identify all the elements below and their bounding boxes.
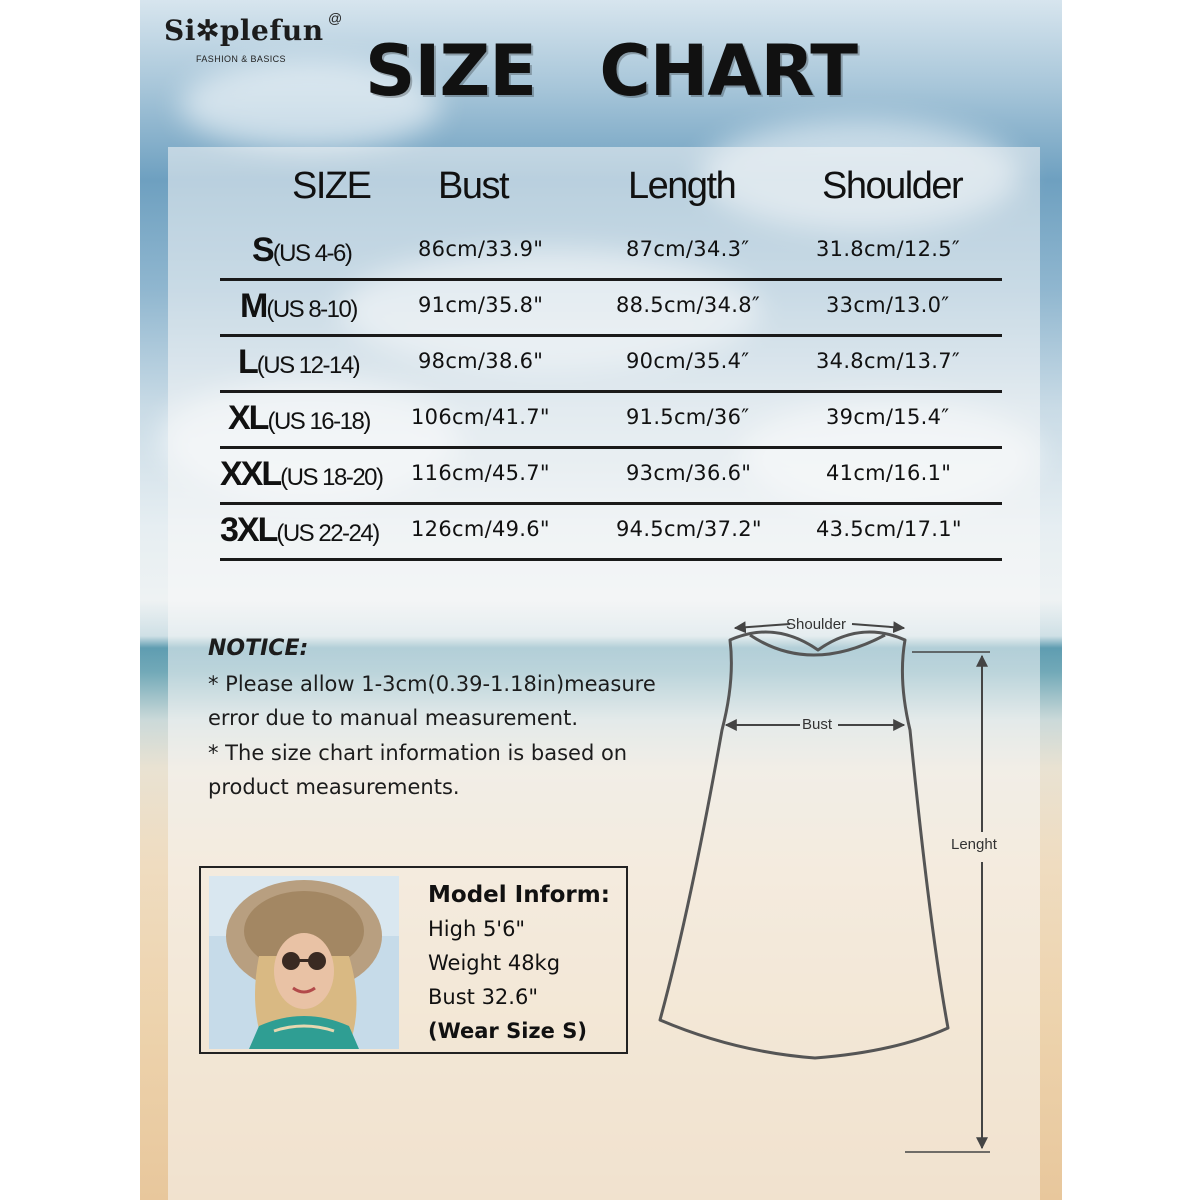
table-row bbox=[220, 449, 1002, 505]
notice-line: product measurements. bbox=[208, 775, 460, 799]
model-info-box bbox=[199, 866, 628, 1054]
us-size: (US 12-14) bbox=[256, 352, 360, 379]
size-label bbox=[240, 287, 357, 326]
table-row bbox=[220, 393, 1002, 449]
shoulder-label: Shoulder bbox=[786, 616, 847, 633]
brand-name: Si✲plefun bbox=[164, 14, 324, 47]
size-code: XXL bbox=[220, 455, 281, 493]
shoulder-value: 33cm/13.0″ bbox=[826, 293, 950, 317]
bust-value: 116cm/45.7" bbox=[411, 461, 550, 485]
shoulder-value: 34.8cm/13.7″ bbox=[816, 349, 961, 373]
us-size: (US 16-18) bbox=[267, 408, 370, 435]
bust-value: 91cm/35.8" bbox=[418, 293, 544, 317]
table-row bbox=[220, 505, 1002, 561]
notice-line: * The size chart information is based on bbox=[208, 740, 628, 765]
dress-outline bbox=[640, 600, 1040, 1170]
size-label bbox=[238, 343, 359, 382]
length-value: 91.5cm/36″ bbox=[626, 405, 750, 429]
us-size: (US 8-10) bbox=[266, 296, 357, 323]
bust-value: 98cm/38.6" bbox=[418, 349, 544, 373]
header-size: SIZE bbox=[292, 165, 371, 207]
brand-registered-mark: @ bbox=[328, 10, 343, 26]
brand-tagline: FASHION & BASICS bbox=[196, 54, 286, 64]
table-row bbox=[220, 225, 1002, 281]
header-bust: Bust bbox=[438, 165, 509, 207]
notice-line: * Please allow 1-3cm(0.39-1.18in)measure bbox=[208, 671, 656, 696]
size-code: XL bbox=[228, 399, 268, 437]
shoulder-value: 43.5cm/17.1" bbox=[816, 517, 962, 541]
model-height: High 5'6" bbox=[428, 917, 526, 941]
header-shoulder: Shoulder bbox=[822, 165, 963, 207]
length-value: 94.5cm/37.2" bbox=[616, 517, 762, 541]
model-photo bbox=[209, 876, 399, 1049]
length-label: Lenght bbox=[951, 836, 997, 853]
length-value: 87cm/34.3″ bbox=[626, 237, 750, 261]
length-value: 93cm/36.6" bbox=[626, 461, 752, 485]
length-value: 90cm/35.4″ bbox=[626, 349, 750, 373]
table-header bbox=[220, 165, 1002, 225]
bust-label: Bust bbox=[802, 716, 833, 733]
page-title: SIZE CHART bbox=[365, 30, 858, 112]
shoulder-value: 39cm/15.4″ bbox=[826, 405, 950, 429]
size-table bbox=[220, 165, 1002, 561]
bust-value: 106cm/41.7" bbox=[411, 405, 550, 429]
size-label bbox=[220, 455, 383, 494]
us-size: (US 4-6) bbox=[272, 240, 352, 267]
shoulder-value: 31.8cm/12.5″ bbox=[816, 237, 961, 261]
bust-value: 86cm/33.9" bbox=[418, 237, 544, 261]
length-value: 88.5cm/34.8″ bbox=[616, 293, 761, 317]
size-label bbox=[252, 231, 351, 270]
header-length: Length bbox=[628, 165, 736, 207]
size-code: L bbox=[238, 343, 257, 381]
model-bust: Bust 32.6" bbox=[428, 985, 538, 1009]
model-weight: Weight 48kg bbox=[428, 951, 561, 975]
notice-block bbox=[208, 632, 688, 805]
model-heading: Model Inform: bbox=[428, 882, 610, 908]
table-row bbox=[220, 337, 1002, 393]
size-label bbox=[228, 399, 370, 438]
size-code: S bbox=[252, 231, 273, 269]
dress-diagram bbox=[640, 600, 1040, 1170]
size-code: M bbox=[240, 287, 267, 325]
notice-title: NOTICE: bbox=[208, 636, 309, 661]
model-wear-size: (Wear Size S) bbox=[428, 1019, 587, 1043]
size-code: 3XL bbox=[220, 511, 277, 549]
shoulder-value: 41cm/16.1" bbox=[826, 461, 952, 485]
brand-logo bbox=[164, 10, 354, 64]
size-label bbox=[220, 511, 379, 550]
us-size: (US 22-24) bbox=[276, 520, 379, 547]
bust-value: 126cm/49.6" bbox=[411, 517, 550, 541]
model-info-text bbox=[428, 878, 610, 1048]
us-size: (US 18-20) bbox=[280, 464, 383, 491]
table-row bbox=[220, 281, 1002, 337]
row-divider bbox=[220, 558, 1002, 561]
notice-line: error due to manual measurement. bbox=[208, 706, 579, 730]
